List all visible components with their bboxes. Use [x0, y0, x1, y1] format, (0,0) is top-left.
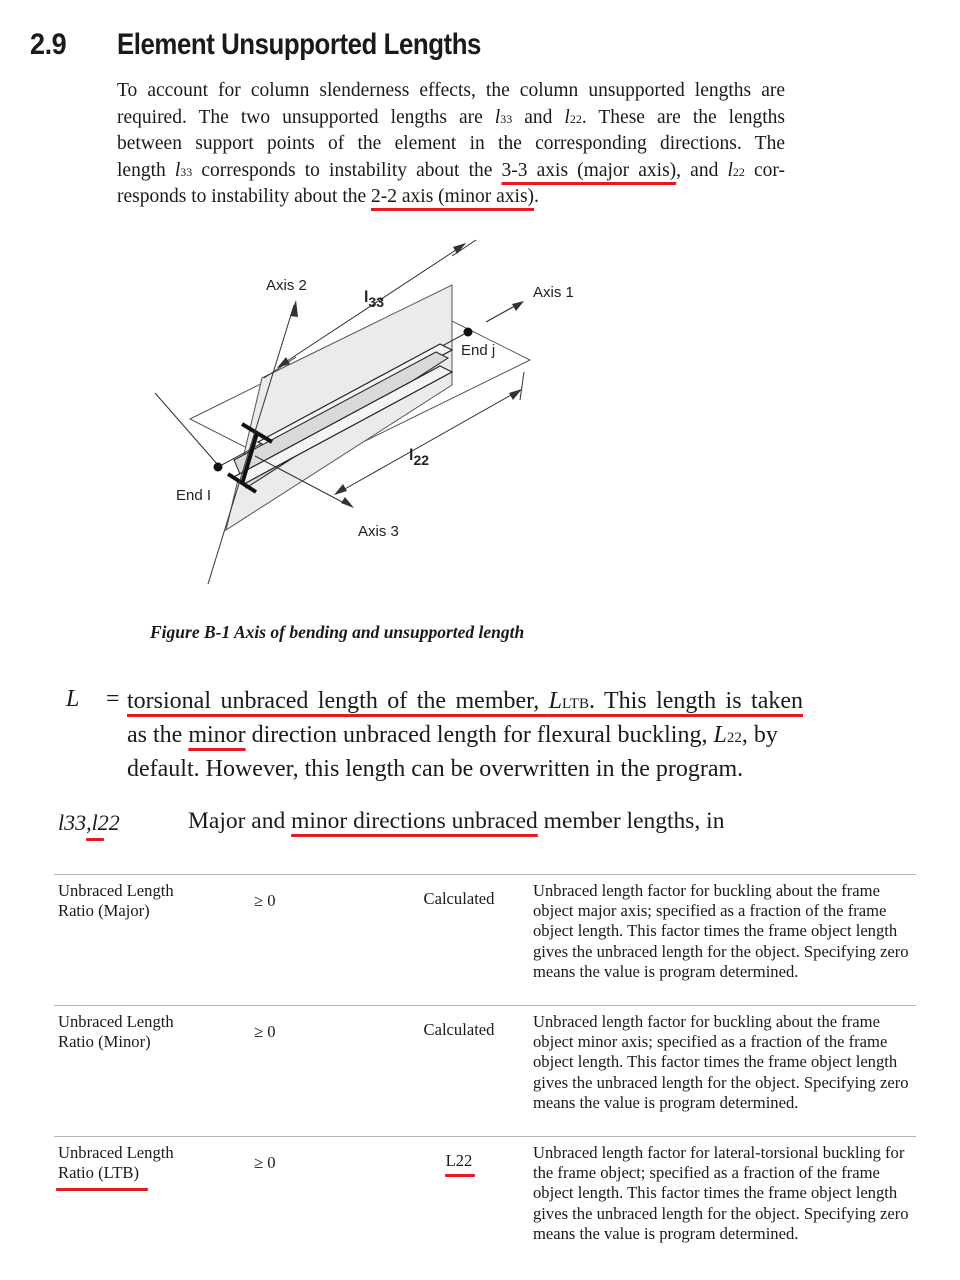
axis1-arrowhead	[512, 301, 524, 311]
text-run: .	[534, 186, 539, 208]
definition-text	[127, 686, 803, 785]
definition-line-1	[127, 686, 803, 720]
l22-label: l22	[409, 447, 430, 468]
lengths-symbol: l33,l22	[58, 810, 120, 835]
lengths-symbol-underline	[86, 838, 104, 841]
ltb-highlight	[127, 688, 549, 714]
row-default: Calculated	[423, 889, 495, 908]
table-row	[54, 1005, 916, 1136]
axis-diagram	[0, 230, 960, 610]
end-j-label: End j	[461, 342, 496, 359]
row-name	[58, 1012, 228, 1052]
row-range: ≥ 0	[254, 1153, 276, 1172]
text-run: as the	[127, 722, 189, 748]
major-axis-highlight: 3-3 axis (major axis)	[501, 159, 677, 181]
text-run: cor-	[744, 159, 785, 181]
end-i-node	[214, 463, 223, 472]
l22-symbol: l	[564, 106, 570, 128]
text-run: corresponds to instability about the	[192, 159, 502, 181]
l33-symbol: l	[174, 159, 181, 181]
row-default: Calculated	[423, 1020, 495, 1039]
axis3-arrowhead	[341, 497, 354, 508]
ltb-highlight	[549, 688, 803, 714]
row-name-line: Unbraced Length	[58, 1143, 174, 1162]
figure-caption: Figure B-1 Axis of bending and unsupported length	[150, 622, 525, 642]
l22-symbol: l	[727, 159, 733, 181]
row-range: ≥ 0	[254, 1022, 276, 1041]
axis3-label: Axis 3	[358, 523, 399, 540]
row-name-line: Unbraced Length	[58, 881, 174, 900]
text-run: , and	[676, 159, 728, 181]
l22-subscript: 22	[726, 730, 742, 746]
text-run: Major and	[188, 808, 292, 834]
end-j-node	[464, 328, 473, 337]
intro-line-1: To account for column slenderness effects, the column unsupported lengths are	[117, 80, 785, 101]
minor-axis-highlight: 2-2 axis (minor axis)	[371, 186, 535, 208]
section-number: 2.9	[30, 28, 67, 61]
intro-line-2	[117, 105, 785, 132]
lltb-symbol: L	[548, 688, 563, 714]
section-title: Element Unsupported Lengths	[117, 28, 481, 61]
text-run: torsional unbraced length of the member,	[127, 688, 549, 714]
row-name	[58, 1143, 228, 1183]
text-run: , by	[741, 722, 778, 748]
lltb-subscript: LTB	[562, 696, 589, 712]
text-run: responds to instability about the	[117, 186, 372, 208]
row-name-line: Ratio (Minor)	[58, 1032, 151, 1052]
l22-arrowhead	[334, 484, 347, 495]
text-run: and	[512, 106, 565, 128]
row-description: Unbraced length factor for buckling about the frame object major axis; specified as a fraction of the frame object length. This factor times the frame object length gives the unbraced length for the object. Specifying zero means the value is program determined.	[533, 881, 909, 981]
axis2-label: Axis 2	[266, 277, 307, 294]
text-run: . This length is taken	[588, 688, 803, 714]
axis2-arrowhead	[290, 300, 298, 317]
intro-paragraph	[117, 78, 785, 211]
table-row	[54, 874, 916, 1005]
row-name-line: Ratio (Major)	[58, 901, 150, 921]
minor-directions-highlight: minor directions unbraced	[291, 808, 538, 834]
l22-symbol: L	[713, 722, 727, 748]
l33-symbol: l	[494, 106, 501, 128]
text-run: member lengths, in	[537, 808, 725, 834]
parameters-table	[54, 874, 916, 1277]
l22-default-underline	[445, 1174, 475, 1177]
text-run: required. The two unsupported lengths are	[117, 106, 495, 128]
row-default: L22	[445, 1151, 473, 1170]
lengths-text	[188, 808, 724, 835]
row-description: Unbraced length factor for buckling about the frame object minor axis; specified as a fraction of the frame object length. This factor times the frame object length gives the unbraced length for the object. Specifying zero means the value is program determined.	[533, 1012, 909, 1112]
minor-highlight: minor	[188, 722, 246, 748]
row-name-line: Ratio (LTB)	[58, 1163, 139, 1183]
row-description: Unbraced length factor for lateral-torsional buckling for the frame object; specified as a fraction of the frame object length. This factor times the frame object length gives the unbraced length for the object. Specifying zero means the value is program determined.	[533, 1143, 909, 1243]
definition-equals: =	[106, 686, 120, 712]
end-i-label: End I	[176, 487, 212, 504]
definition-symbol: L	[66, 686, 80, 712]
row-range: ≥ 0	[254, 891, 276, 910]
row-name	[58, 881, 228, 921]
l22-subscript: 22	[732, 164, 745, 179]
axis1-label: Axis 1	[533, 284, 574, 301]
table-row	[54, 1136, 916, 1277]
l33-subscript: 33	[500, 111, 513, 126]
row-name-line: Unbraced Length	[58, 1012, 174, 1031]
definition-line-3: default. However, this length can be overwritten in the program.	[127, 756, 744, 782]
definition-line-2	[127, 720, 803, 754]
l22-extension	[520, 372, 524, 400]
l33-subscript: 33	[180, 164, 193, 179]
intro-line-5	[117, 184, 785, 211]
text-run: length	[117, 159, 175, 181]
l33-label: l33	[364, 289, 385, 310]
text-run: direction unbraced length for flexural buckling,	[245, 722, 714, 748]
intro-line-4	[117, 158, 785, 185]
text-run: . These are the lengths	[581, 106, 786, 128]
intro-line-3: between support points of the element in the corresponding directions. The	[117, 133, 785, 155]
ltb-name-underline	[56, 1188, 148, 1191]
l22-subscript: 22	[569, 111, 582, 126]
